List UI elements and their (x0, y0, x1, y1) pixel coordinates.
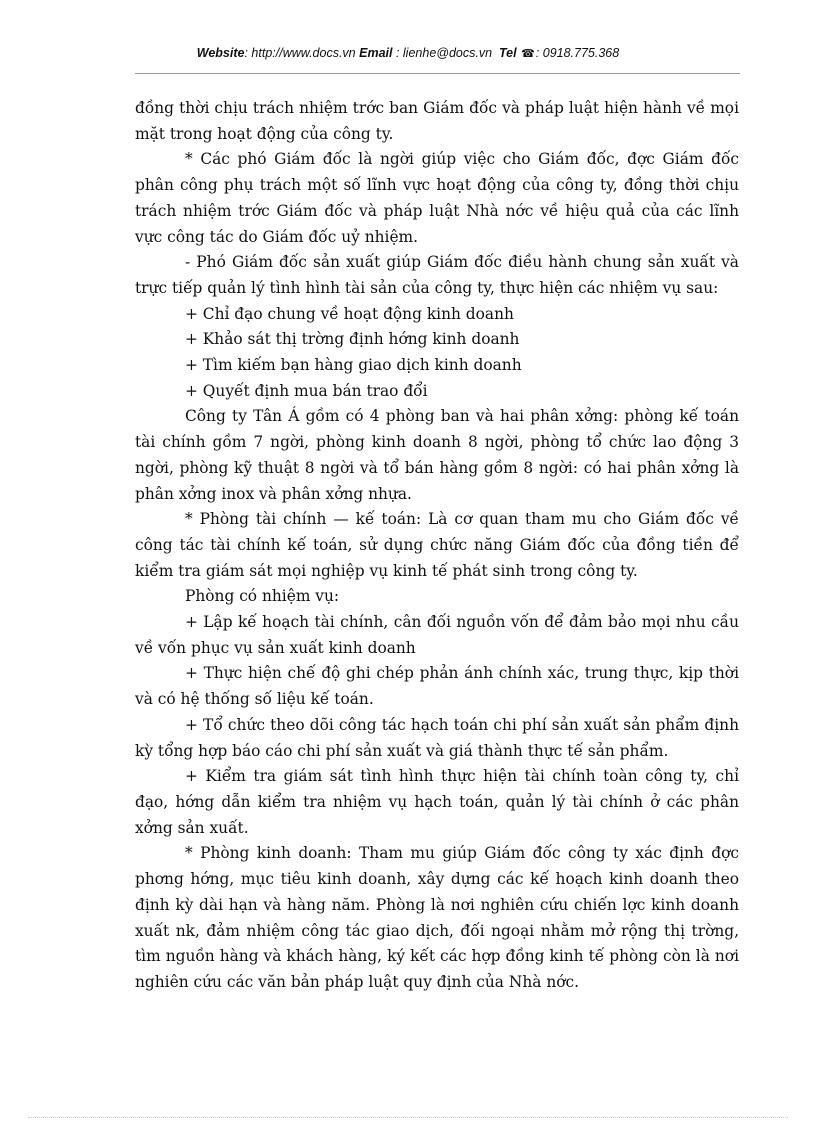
phone-icon: ☎ (521, 48, 535, 60)
tel-label: Tel (499, 46, 517, 60)
body-paragraph: Phòng có nhiệm vụ: (185, 587, 340, 606)
body-paragraph: + Quyết định mua bán trao đổi (185, 381, 428, 400)
phone-number: : 0918.775.368 (535, 46, 620, 60)
body-paragraph: * Phòng kinh doanh: Tham mu giúp Giám đốc công ty xác định đợc phơng hớng, mục tiêu kinh doanh, xây dựng các kế hoạch kinh doanh theo định kỳ dài hạn và hàng năm. Phòng là nơi nghiên cứu chiến lợc kinh doanh xuất nk, đảm nhiệm công tác giao dịch, đối ngoại nhằm mở rộng thị trờng, tìm nguồn hàng và khách hàng, ký kết các hợp đồng kinh tế phòng còn là nơi nghiên cứu các văn bản pháp luật quy định của Nhà nớc. (135, 844, 739, 991)
website-label: Website (196, 46, 245, 60)
body-paragraph: đồng thời chịu trách nhiệm trớc ban Giám đốc và pháp luật hiện hành về mọi mặt trong hoạt động của công ty. (135, 99, 739, 143)
email-separator: : (392, 46, 403, 60)
website-url[interactable]: http://www.docs.vn (251, 46, 356, 60)
document-body (135, 96, 739, 996)
body-paragraph: Công ty Tân Á gồm có 4 phòng ban và hai phân xởng: phòng kế toán tài chính gồm 7 ngời, phòng kinh doanh 8 ngời, phòng tổ chức lao động 3 ngời, phòng kỹ thuật 8 ngời và tổ bán hàng gồm 8 ngời: có hai phân xởng là phân xởng inox và phân xởng nhựa. (135, 407, 739, 503)
body-paragraph: + Khảo sát thị trờng định hớng kinh doanh (185, 330, 520, 349)
body-paragraph: + Thực hiện chế độ ghi chép phản ánh chính xác, trung thực, kịp thời và có hệ thống số liệu kế toán. (135, 664, 739, 709)
page-header (0, 46, 816, 60)
body-paragraph: - Phó Giám đốc sản xuất giúp Giám đốc điều hành chung sản xuất và trực tiếp quản lý tình hình tài sản của công ty, thực hiện các nhiệm vụ sau: (135, 253, 739, 297)
email-label: Email (359, 46, 393, 60)
email-address[interactable]: lienhe@docs.vn (402, 46, 493, 60)
body-paragraph: * Các phó Giám đốc là ngời giúp việc cho Giám đốc, đợc Giám đốc phân công phụ trách một số lĩnh vực hoạt động của công ty, đồng thời chịu trách nhiệm trớc Giám đốc và pháp luật Nhà nớc về hiệu quả của các lĩnh vực công tác do Giám đốc uỷ nhiệm. (135, 150, 739, 246)
body-paragraph: + Tổ chức theo dõi công tác hạch toán chi phí sản xuất sản phẩm định kỳ tổng hợp báo cáo chi phí sản xuất và giá thành thực tế sản phẩm. (135, 715, 739, 760)
body-paragraph: + Lập kế hoạch tài chính, cân đối nguồn vốn để đảm bảo mọi nhu cầu về vốn phục vụ sản xuất kinh doanh (135, 613, 739, 657)
body-paragraph: + Kiểm tra giám sát tình hình thực hiện tài chính toàn công ty, chỉ đạo, hớng dẫn kiểm tra nhiệm vụ hạch toán, quản lý tài chính ở các phân xởng sản xuất. (135, 767, 739, 837)
website-separator: : (244, 46, 252, 60)
body-paragraph: + Chỉ đạo chung về hoạt động kinh doanh (185, 304, 514, 323)
footer-divider (28, 1117, 788, 1118)
body-paragraph: * Phòng tài chính — kế toán: Là cơ quan tham mu cho Giám đốc về công tác tài chính kế toán, sử dụng chức năng Giám đốc của đồng tiền để kiểm tra giám sát mọi nghiệp vụ kinh tế phát sinh trong công ty. (135, 510, 739, 580)
header-divider (135, 73, 740, 74)
body-paragraph: + Tìm kiếm bạn hàng giao dịch kinh doanh (185, 356, 522, 375)
